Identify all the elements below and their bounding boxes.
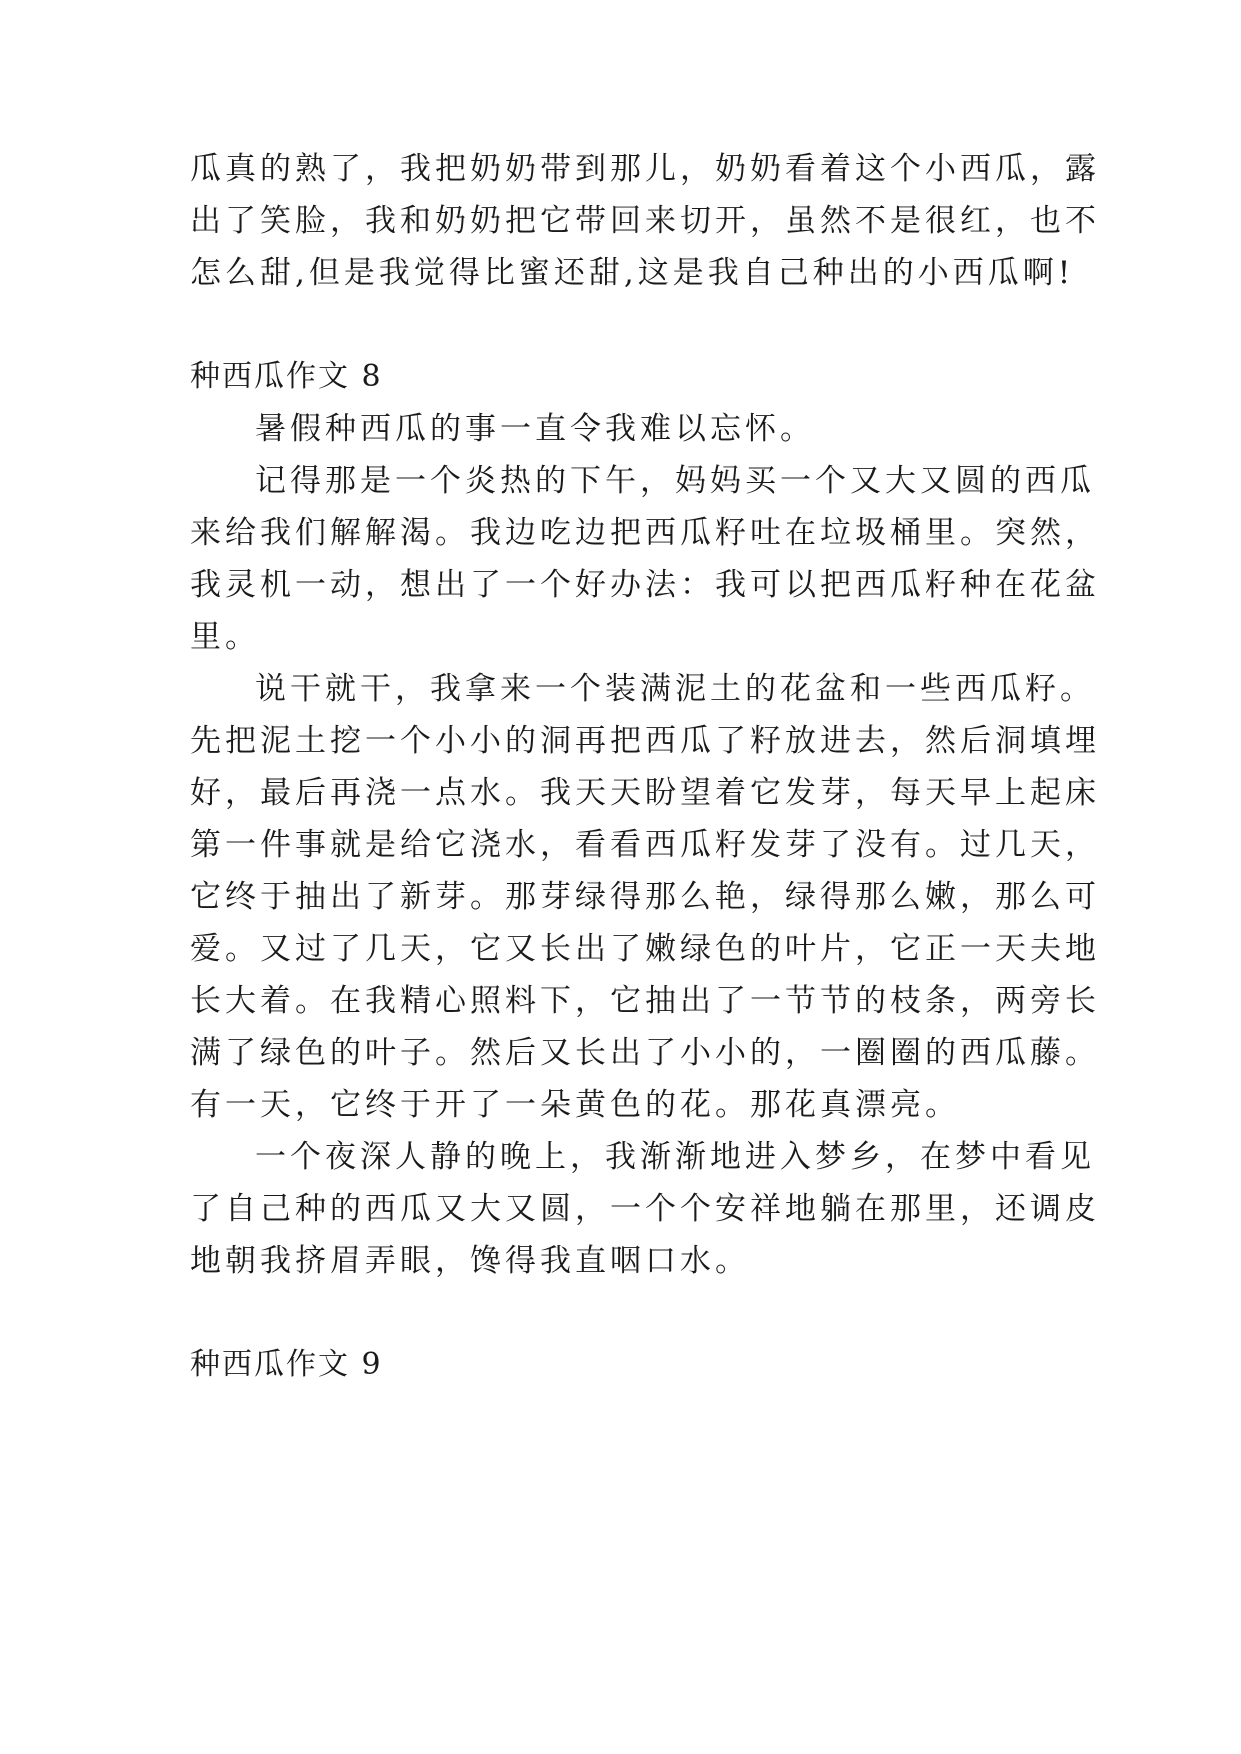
text-line: 暑假种西瓜的事一直令我难以忘怀。 xyxy=(255,411,815,447)
text-line: 它终于抽出了新芽。那芽绿得那么艳，绿得那么嫩，那么可 xyxy=(190,879,1100,915)
text-line: 记得那是一个炎热的下午，妈妈买一个又大又圆的西瓜 xyxy=(255,463,1095,499)
section-title: 种西瓜作文 9 xyxy=(190,1347,383,1382)
text-line: 长大着。在我精心照料下，它抽出了一节节的枝条，两旁长 xyxy=(190,983,1100,1019)
text-line: 好，最后再浇一点水。我天天盼望着它发芽，每天早上起床 xyxy=(190,775,1100,811)
text-line: 里。 xyxy=(190,619,260,655)
text-line: 有一天，它终于开了一朵黄色的花。那花真漂亮。 xyxy=(190,1087,960,1123)
text-line: 第一件事就是给它浇水，看看西瓜籽发芽了没有。过几天， xyxy=(190,827,1100,863)
text-line: 我灵机一动，想出了一个好办法：我可以把西瓜籽种在花盆 xyxy=(190,567,1100,603)
text-line: 地朝我挤眉弄眼，馋得我直咽口水。 xyxy=(190,1243,750,1279)
text-line: 出了笑脸，我和奶奶把它带回来切开，虽然不是很红，也不 xyxy=(190,203,1100,239)
section-title: 种西瓜作文 8 xyxy=(190,359,383,394)
text-line: 怎么甜,但是我觉得比蜜还甜,这是我自己种出的小西瓜啊! xyxy=(190,255,1075,291)
text-line: 爱。又过了几天，它又长出了嫩绿色的叶片，它正一天夫地 xyxy=(190,931,1100,967)
text-line: 说干就干，我拿来一个装满泥土的花盆和一些西瓜籽。 xyxy=(255,671,1095,707)
text-line: 满了绿色的叶子。然后又长出了小小的，一圈圈的西瓜藤。 xyxy=(190,1035,1100,1071)
text-line: 先把泥土挖一个小小的洞再把西瓜了籽放进去，然后洞填埋 xyxy=(190,723,1100,759)
text-line: 瓜真的熟了，我把奶奶带到那儿，奶奶看着这个小西瓜，露 xyxy=(190,151,1100,187)
text-line: 一个夜深人静的晚上，我渐渐地进入梦乡，在梦中看见 xyxy=(255,1139,1095,1175)
text-line: 来给我们解解渴。我边吃边把西瓜籽吐在垃圾桶里。突然， xyxy=(190,515,1100,551)
text-line: 了自己种的西瓜又大又圆，一个个安祥地躺在那里，还调皮 xyxy=(190,1191,1100,1227)
